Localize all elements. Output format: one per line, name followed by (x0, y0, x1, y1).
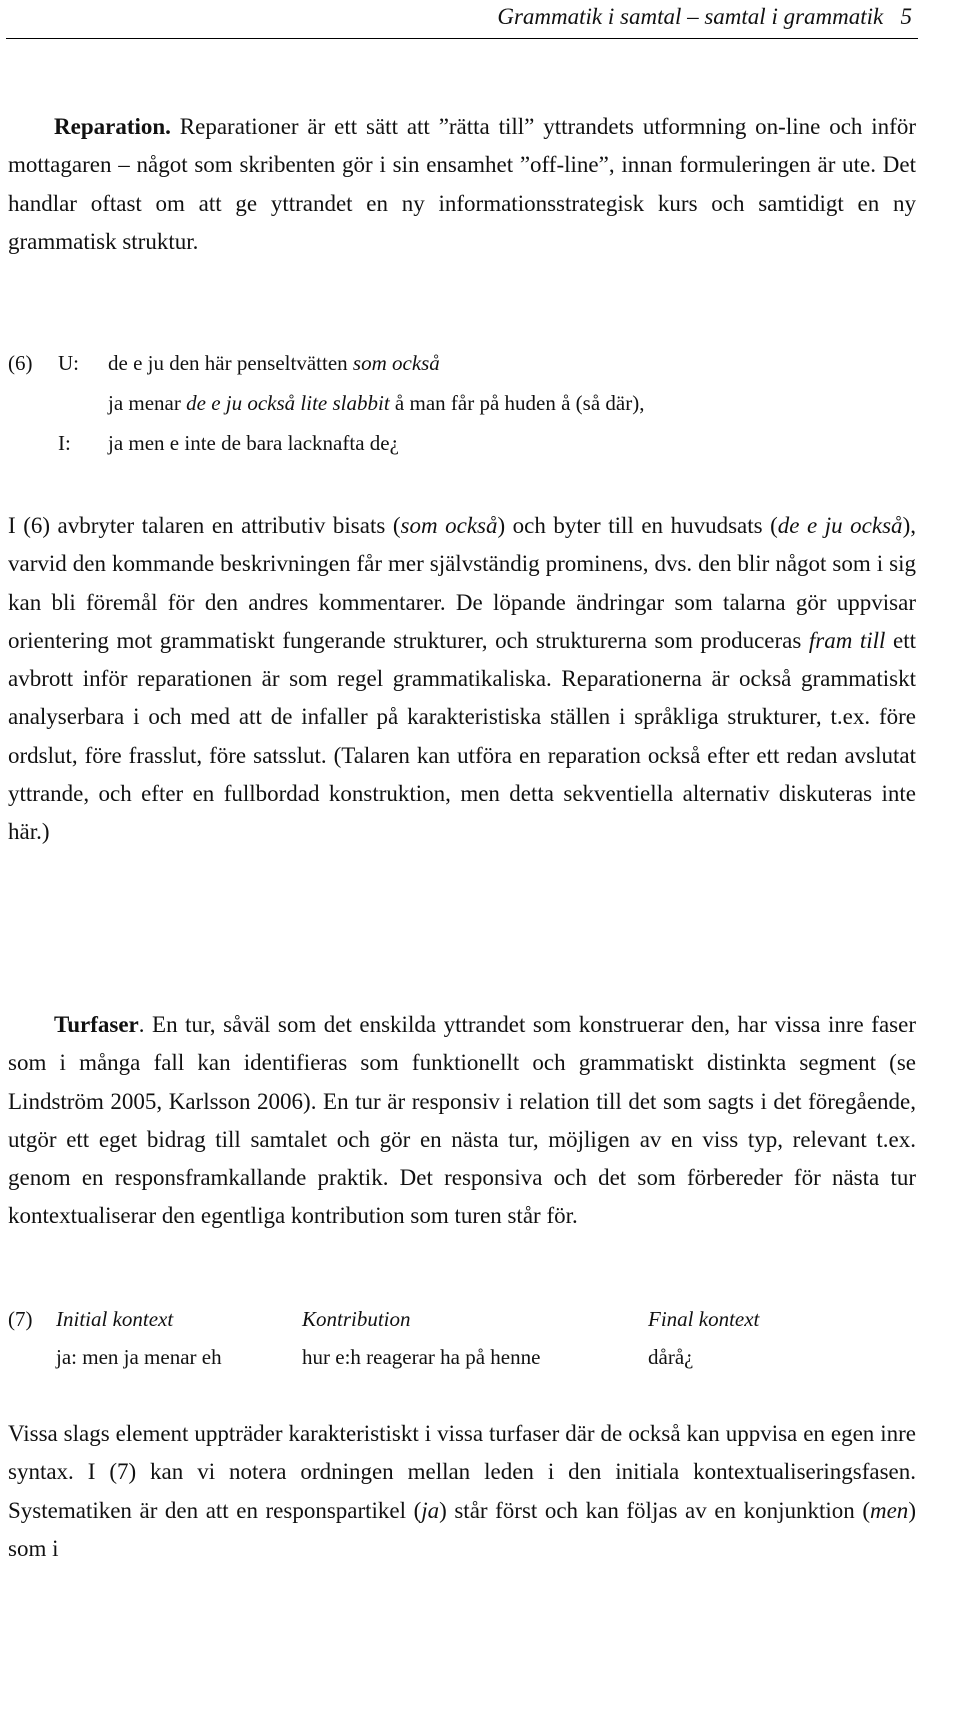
paragraph-text: Reparationer är ett sätt att ”rätta till” yttrandets utformning on-line och inför mottagaren – något som skribenten gör i sin ensamhet ”off-line”, innan formuleringen är ute. Det handlar oftast om att ge yttrandet en ny informationsstrategisk kurs och samtidigt en ny grammatisk struktur. (8, 114, 916, 254)
column-value: dårå¿ (648, 1345, 694, 1369)
section-heading-reparation: Reparation. (54, 114, 171, 139)
column-value: hur e:h reagerar ha på henne (302, 1345, 541, 1369)
paragraph-reparation (8, 108, 916, 261)
paragraph-discussion: I (6) avbryter talaren en attributiv bisats (som också) och byter till en huvudsats (de e ju också), varvid den kommande beskrivningen får mer självständig prominens, dvs. den blir något som i sig kan bli föremål för den andres kommentarer. De löpande ändringar som talarna gör uppvisar orientering mot grammatiskt fungerande strukturer, och strukturerna som produceras fram till ett avbrott inför reparationen är som regel grammatikaliska. Reparationerna är också grammatiskt analyserbara i och med att de infaller på karakteristiska ställen i språkliga strukturer, t.ex. före ordslut, före frasslut, före satsslut. (Talaren kan utföra en reparation också efter ett redan avslutat yttrande, och efter en fullbordad konstruktion, men detta sekventiella alternativ diskuteras inte här.) (8, 513, 916, 845)
example-line: ja men e inte de bara lacknafta de¿ (108, 431, 399, 455)
example-line: ja menar de e ju också lite slabbit å man får på huden å (så där), (108, 391, 645, 415)
column-value: ja: men ja menar eh (56, 1345, 222, 1369)
running-title: Grammatik i samtal – samtal i grammatik (497, 4, 884, 29)
paragraph-text: . En tur, såväl som det enskilda yttrandet som konstruerar den, har vissa inre faser som i många fall kan identifieras som funktionellt och grammatiskt distinkta segment (se Lindström 2005, Karlsson 2006). En tur är responsiv i relation till det som sagts i det föregående, utgör ett eget bidrag till samtalet och gör en nästa tur, möjligen av en viss typ, relevant t.ex. genom en responsframkallande praktik. Det responsiva och det som förbereder för nästa tur kontextualiserar den egentliga kontribution som turen står för. (8, 1012, 916, 1229)
section-heading-turfaser: Turfaser (54, 1012, 139, 1037)
speaker-label: U: (58, 351, 79, 375)
column-header: Initial kontext (56, 1307, 174, 1331)
column-header: Kontribution (302, 1307, 411, 1331)
page-number: 5 (900, 4, 912, 29)
example-number: (7) (8, 1307, 33, 1331)
paragraph-syntax: Vissa slags element uppträder karakteristiskt i vissa turfaser där de också kan uppvisa en egen inre syntax. I (7) kan vi notera ordningen mellan leden i den initiala kontextualiseringsfasen. Systematiken är den att en responspartikel (ja) står först och kan följas av en konjunktion (men) som i (8, 1421, 916, 1561)
column-header: Final kontext (648, 1307, 760, 1331)
paragraph-turfaser (8, 1006, 916, 1236)
running-header (6, 0, 918, 39)
speaker-label: I: (58, 431, 71, 455)
example-number: (6) (8, 351, 33, 375)
example-line: de e ju den här penseltvätten som också (108, 351, 440, 375)
header-text (497, 4, 912, 30)
